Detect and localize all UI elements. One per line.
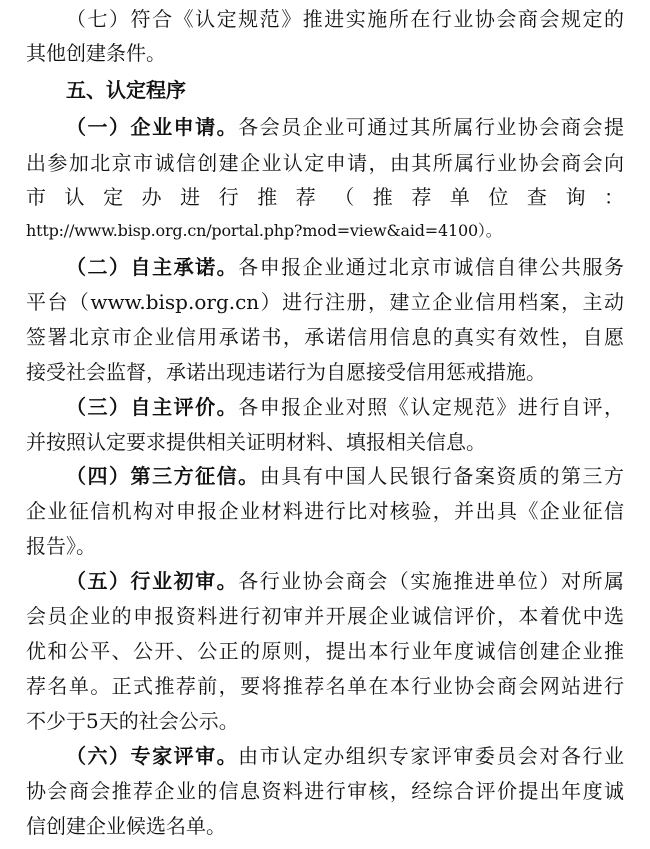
step2-line1-text: 各申报企业通过北京市诚信自律公共服务 bbox=[238, 255, 625, 279]
step4-line2: 企业征信机构对申报企业材料进行比对核验，并出具《企业征信 bbox=[26, 499, 624, 523]
step3-line1 bbox=[66, 392, 624, 422]
step3-line2: 并按照认定要求提供相关证明材料、填报相关信息。 bbox=[26, 430, 486, 454]
step1-line1-text: 各会员企业可通过其所属行业协会商会提 bbox=[238, 115, 625, 139]
step2-line1 bbox=[66, 252, 624, 282]
item7-line2: 其他创建条件。 bbox=[26, 41, 166, 65]
step2-line3: 签署北京市企业信用承诺书，承诺信用信息的真实有效性，自愿 bbox=[26, 325, 624, 349]
step6-line1 bbox=[66, 741, 624, 771]
step4-line3: 报告》。 bbox=[26, 534, 96, 558]
step5-line4: 荐名单。正式推荐前，要将推荐名单在本行业协会商会网站进行 bbox=[26, 674, 624, 698]
step4-label: （四）第三方征信。 bbox=[66, 464, 260, 488]
step6-line1-text: 由市认定办组织专家评审委员会对各行业 bbox=[238, 744, 625, 768]
step5-line2: 会员企业的申报资料进行初审并开展企业诚信评价，本着优中选 bbox=[26, 604, 624, 628]
step1-line2: 出参加北京市诚信创建企业认定申请，由其所属行业协会商会向 bbox=[26, 151, 624, 175]
step6-line3: 信创建企业候选名单。 bbox=[26, 814, 226, 838]
step4-line1 bbox=[66, 461, 624, 491]
step4-line1-text: 由具有中国人民银行备案资质的第三方 bbox=[259, 464, 625, 488]
step1-line4-url: http://www.bisp.org.cn/portal.php?mod=view&aid=4100）。 bbox=[26, 221, 502, 240]
step2-line2: 平台（www.bisp.org.cn）进行注册，建立企业信用档案，主动 bbox=[26, 290, 624, 314]
item7-line1: （七）符合《认定规范》推进实施所在行业协会商会规定的 bbox=[66, 7, 624, 31]
section-title: 五、认定程序 bbox=[66, 78, 186, 102]
step1-label: （一）企业申请。 bbox=[66, 115, 239, 139]
step6-label: （六）专家评审。 bbox=[66, 744, 239, 768]
step5-line1 bbox=[66, 566, 624, 596]
step1-line1 bbox=[66, 112, 624, 142]
step3-line1-text: 各申报企业对照《认定规范》进行自评， bbox=[238, 395, 625, 419]
step5-line3: 优和公平、公开、公正的原则，提出本行业年度诚信创建企业推 bbox=[26, 639, 624, 663]
step2-line4: 接受社会监督，承诺出现违诺行为自愿接受信用惩戒措施。 bbox=[26, 360, 546, 384]
step1-line3: 市认定办进行推荐（推荐单位查询： bbox=[26, 185, 624, 209]
step5-line5: 不少于5天的社会公示。 bbox=[26, 709, 239, 733]
step5-line1-text: 各行业协会商会（实施推进单位）对所属 bbox=[238, 569, 625, 593]
step2-label: （二）自主承诺。 bbox=[66, 255, 239, 279]
step3-label: （三）自主评价。 bbox=[66, 395, 239, 419]
step6-line2: 协会商会推荐企业的信息资料进行审核，经综合评价提出年度诚 bbox=[26, 779, 624, 803]
step5-label: （五）行业初审。 bbox=[66, 569, 239, 593]
